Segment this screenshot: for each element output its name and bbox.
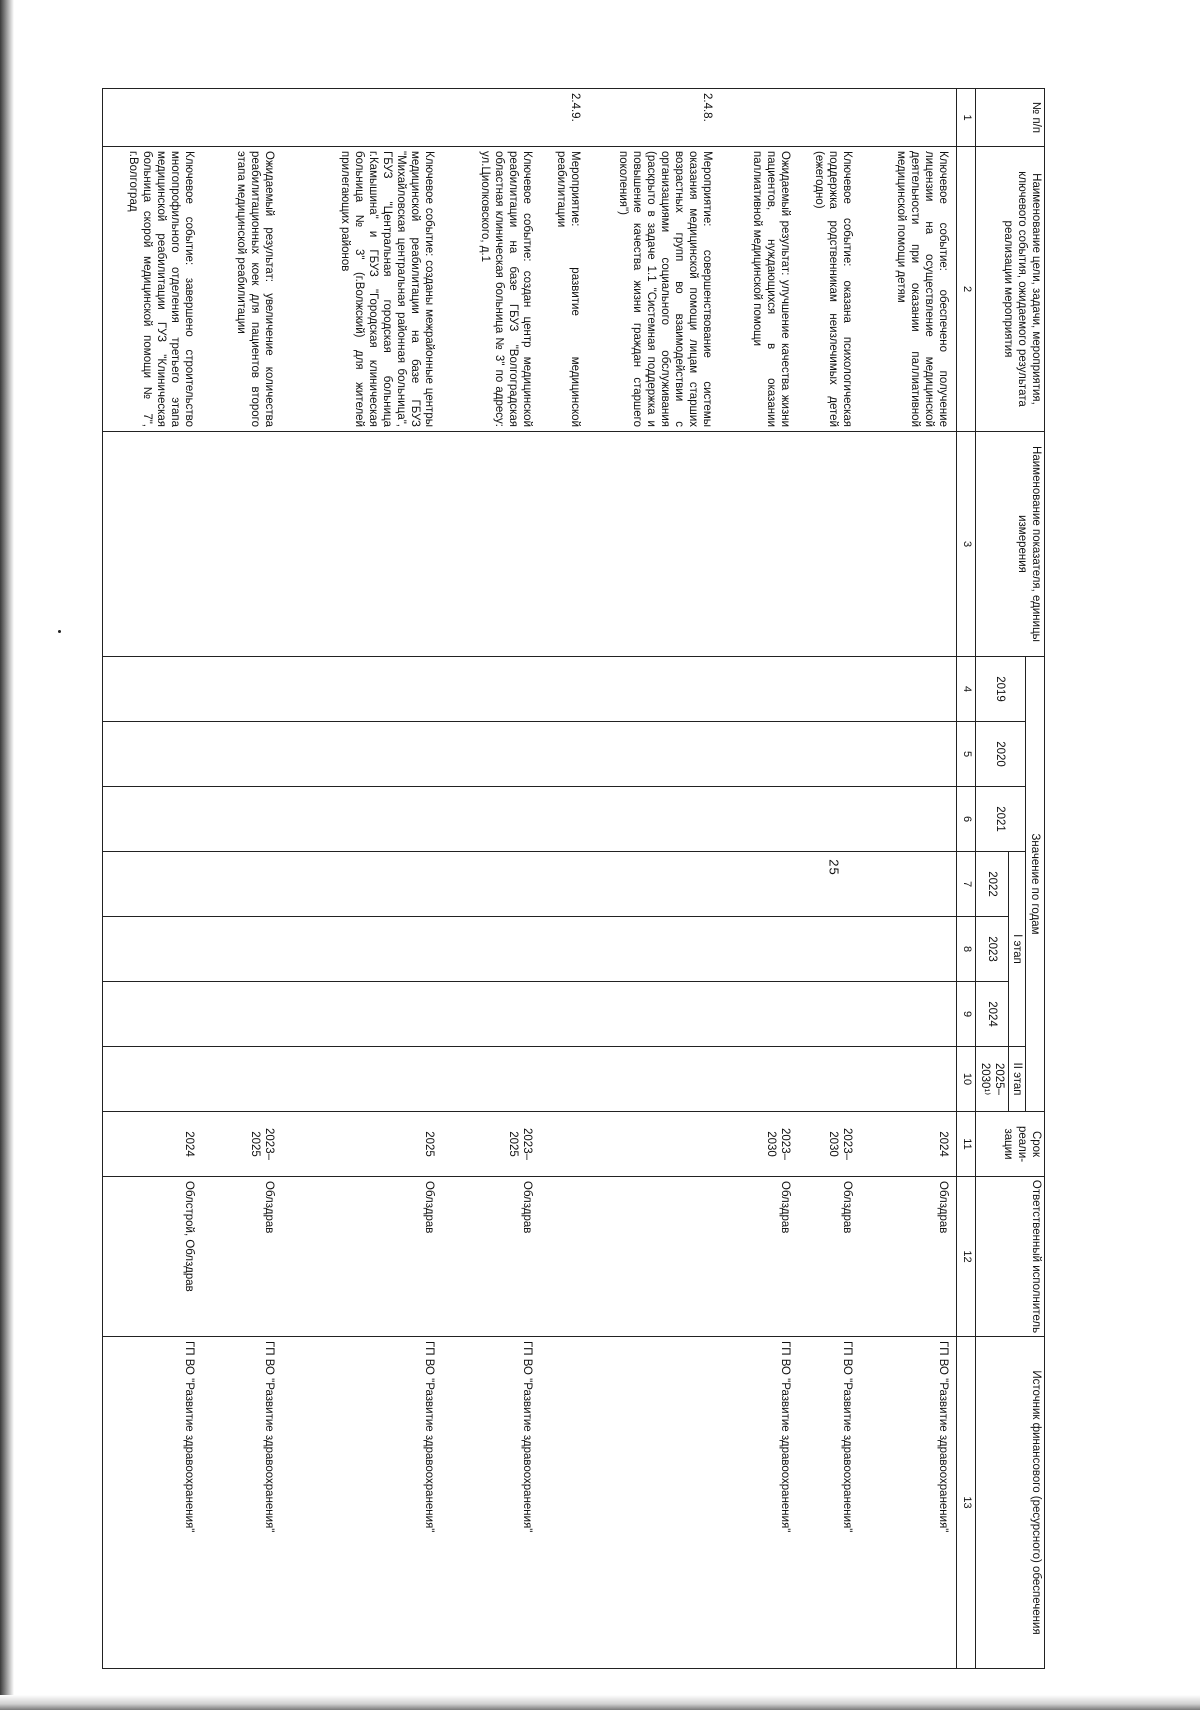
value-cell: [282, 722, 442, 787]
column-number: 13: [956, 1337, 975, 1669]
value-cell: [588, 657, 720, 722]
responsible-cell: Облздрав: [442, 1177, 540, 1337]
value-cell: [540, 657, 588, 722]
table-row: [540, 89, 588, 1669]
value-cell: [282, 657, 442, 722]
row-number: 2.4.9.: [540, 89, 588, 147]
row-number: [442, 89, 540, 147]
column-number-row: [956, 89, 975, 1669]
value-cell: [442, 917, 540, 982]
indicator-cell: [798, 432, 860, 657]
value-cell: [588, 852, 720, 917]
value-cell: [798, 787, 860, 852]
header-year-2022: 2022: [975, 852, 1008, 917]
responsible-cell: Облздрав: [720, 1177, 798, 1337]
value-cell: [102, 657, 202, 722]
column-number: 12: [956, 1177, 975, 1337]
column-number: 3: [956, 432, 975, 657]
row-number: [282, 89, 442, 147]
header-indicator-name: Наименование показателя, единицы измерения: [975, 432, 1044, 657]
column-number: 7: [956, 852, 975, 917]
value-cell: [798, 852, 860, 917]
funding-cell: [540, 1337, 588, 1669]
deadline-cell: 2024: [102, 1112, 202, 1177]
table-body: [102, 89, 956, 1669]
value-cell: [588, 787, 720, 852]
table-row: [588, 89, 720, 1669]
value-cell: [860, 852, 956, 917]
value-cell: [588, 982, 720, 1047]
table-row: [102, 89, 202, 1669]
value-cell: [588, 722, 720, 787]
table-row: [720, 89, 798, 1669]
funding-cell: ГП ВО "Развитие здравоохранения": [720, 1337, 798, 1669]
column-number: 4: [956, 657, 975, 722]
table-row: [860, 89, 956, 1669]
value-cell: [102, 852, 202, 917]
value-cell: [860, 982, 956, 1047]
table-row: [202, 89, 282, 1669]
funding-cell: ГП ВО "Развитие здравоохранения": [102, 1337, 202, 1669]
value-cell: [442, 657, 540, 722]
column-number: 10: [956, 1047, 975, 1112]
funding-cell: ГП ВО "Развитие здравоохранения": [282, 1337, 442, 1669]
row-number: [102, 89, 202, 147]
event-name-cell: Ожидаемый результат: улучшение качества жизни пациентов, нуждающихся в оказании паллиативной медицинской помощи: [720, 147, 798, 432]
value-cell: [798, 722, 860, 787]
value-cell: [540, 982, 588, 1047]
row-number: 2.4.8.: [588, 89, 720, 147]
funding-cell: [588, 1337, 720, 1669]
deadline-cell: 2025: [282, 1112, 442, 1177]
value-cell: [798, 982, 860, 1047]
column-number: 2: [956, 147, 975, 432]
value-cell: [588, 1047, 720, 1112]
indicator-cell: [720, 432, 798, 657]
event-name-cell: Ключевое событие: завершено строительство многопрофильного отделения третьего этапа медицинской реабилитации ГУЗ "Клиническая больница скорой медицинской помощи № 7", г.Волгоград: [102, 147, 202, 432]
header-no: № п/п: [975, 89, 1044, 147]
value-cell: [798, 657, 860, 722]
value-cell: [720, 722, 798, 787]
value-cell: [540, 1047, 588, 1112]
value-cell: [860, 1047, 956, 1112]
value-cell: [442, 787, 540, 852]
value-cell: [282, 787, 442, 852]
header-year-2024: 2024: [975, 982, 1008, 1047]
funding-cell: ГП ВО "Развитие здравоохранения": [860, 1337, 956, 1669]
header-responsible: Ответственный исполнитель: [975, 1177, 1044, 1337]
deadline-cell: 2023–2025: [442, 1112, 540, 1177]
deadline-cell: 2024: [860, 1112, 956, 1177]
header-values-by-year: Значение по годам: [1026, 657, 1045, 1112]
value-cell: [202, 852, 282, 917]
row-number: [860, 89, 956, 147]
value-cell: [540, 917, 588, 982]
event-name-cell: Ключевое событие: оказана психологическая поддержка родственникам неизлечимых детей (ежегодно): [798, 147, 860, 432]
table-row: [798, 89, 860, 1669]
header-years-2025-2030: 2025– 2030¹⁾: [975, 1047, 1008, 1112]
value-cell: [720, 982, 798, 1047]
deadline-cell: [540, 1112, 588, 1177]
value-cell: [202, 722, 282, 787]
value-cell: [720, 852, 798, 917]
table-row: [282, 89, 442, 1669]
row-number: [798, 89, 860, 147]
deadline-cell: 2023–2030: [720, 1112, 798, 1177]
value-cell: [588, 917, 720, 982]
indicator-cell: [860, 432, 956, 657]
value-cell: [798, 917, 860, 982]
header-year-2019: 2019: [975, 657, 1025, 722]
funding-cell: ГП ВО "Развитие здравоохранения": [202, 1337, 282, 1669]
indicator-cell: [442, 432, 540, 657]
column-number: 1: [956, 89, 975, 147]
value-cell: [860, 917, 956, 982]
value-cell: [102, 982, 202, 1047]
deadline-cell: 2023–2025: [202, 1112, 282, 1177]
value-cell: [282, 852, 442, 917]
row-number: [202, 89, 282, 147]
column-number: 5: [956, 722, 975, 787]
row-number: [720, 89, 798, 147]
value-cell: [860, 657, 956, 722]
responsible-cell: Облздрав: [798, 1177, 860, 1337]
value-cell: [202, 917, 282, 982]
value-cell: [202, 787, 282, 852]
header-stage-1: I этап: [1008, 852, 1025, 1047]
value-cell: [282, 917, 442, 982]
value-cell: [720, 657, 798, 722]
responsible-cell: Облздрав: [860, 1177, 956, 1337]
event-name-cell: Ключевое событие: обеспечено получение лицензии на осуществление медицинской деятельности при оказании паллиативной медицинской помощи детям: [860, 147, 956, 432]
value-cell: [540, 852, 588, 917]
value-cell: [282, 1047, 442, 1112]
indicator-cell: [588, 432, 720, 657]
value-cell: [442, 852, 540, 917]
scan-shadow-left: [0, 0, 14, 1710]
deadline-cell: [588, 1112, 720, 1177]
event-name-cell: Ожидаемый результат: увеличение количества реабилитационных коек для пациентов второго этапа медицинской реабилитации: [202, 147, 282, 432]
value-cell: [202, 657, 282, 722]
scan-shadow-bottom: [0, 1695, 1200, 1710]
header-stage-2: II этап: [1008, 1047, 1025, 1112]
header-funding-source: Источник финансового (ресурсного) обеспечения: [975, 1337, 1044, 1669]
value-cell: [540, 787, 588, 852]
value-cell: [202, 982, 282, 1047]
responsible-cell: [588, 1177, 720, 1337]
indicator-cell: [540, 432, 588, 657]
header-year-2023: 2023: [975, 917, 1008, 982]
header-year-2020: 2020: [975, 722, 1025, 787]
deadline-cell: 2023–2030: [798, 1112, 860, 1177]
event-name-cell: Мероприятие: развитие медицинской реабилитации: [540, 147, 588, 432]
plan-table: [102, 88, 1045, 1669]
value-cell: [860, 787, 956, 852]
value-cell: [798, 1047, 860, 1112]
responsible-cell: Облстрой, Облздрав: [102, 1177, 202, 1337]
event-name-cell: Ключевое событие: созданы межрайонные центры медицинской реабилитации на базе ГБУЗ "Михайловская центральная районная больница", ГБУЗ "Центральная городская больница г.Камышина" и ГБУЗ "Городская клиническая больница № 3" (г.Волжский) для жителей прилегающих районов: [282, 147, 442, 432]
funding-cell: ГП ВО "Развитие здравоохранения": [442, 1337, 540, 1669]
value-cell: [442, 1047, 540, 1112]
column-number: 11: [956, 1112, 975, 1177]
value-cell: [540, 722, 588, 787]
value-cell: [102, 917, 202, 982]
value-cell: [282, 982, 442, 1047]
rotated-page-content: [127, 88, 1045, 1668]
value-cell: [442, 722, 540, 787]
event-name-cell: Ключевое событие: создан центр медицинской реабилитации на базе ГБУЗ "Волгоградская областная клиническая больница № 3" по адресу: ул.Циолковского, д.1: [442, 147, 540, 432]
responsible-cell: Облздрав: [282, 1177, 442, 1337]
funding-cell: ГП ВО "Развитие здравоохранения": [798, 1337, 860, 1669]
column-number: 8: [956, 917, 975, 982]
header-deadline: Срок реали- зации: [975, 1112, 1044, 1177]
value-cell: [720, 917, 798, 982]
indicator-cell: [202, 432, 282, 657]
value-cell: [202, 1047, 282, 1112]
value-cell: [102, 787, 202, 852]
value-cell: [102, 722, 202, 787]
header-event-name: Наименование цели, задачи, мероприятия, ключевого события, ожидаемого результата реализации мероприятия: [975, 147, 1044, 432]
column-number: 6: [956, 787, 975, 852]
page-number: 25: [826, 859, 842, 876]
value-cell: [720, 1047, 798, 1112]
table-header: [956, 89, 1044, 1669]
value-cell: [860, 722, 956, 787]
value-cell: [720, 787, 798, 852]
responsible-cell: [540, 1177, 588, 1337]
indicator-cell: [102, 432, 202, 657]
table-row: [442, 89, 540, 1669]
value-cell: [442, 982, 540, 1047]
value-cell: [102, 1047, 202, 1112]
event-name-cell: Мероприятие: совершенствование системы оказания медицинской помощи лицам старших возрастных групп во взаимодействии с организациями социального обслуживания (раскрыто в задаче 1.1 "Системная поддержка и повышение качества жизни граждан старшего поколения"): [588, 147, 720, 432]
indicator-cell: [282, 432, 442, 657]
header-year-2021: 2021: [975, 787, 1025, 852]
scan-speck: [58, 630, 61, 633]
responsible-cell: Облздрав: [202, 1177, 282, 1337]
column-number: 9: [956, 982, 975, 1047]
